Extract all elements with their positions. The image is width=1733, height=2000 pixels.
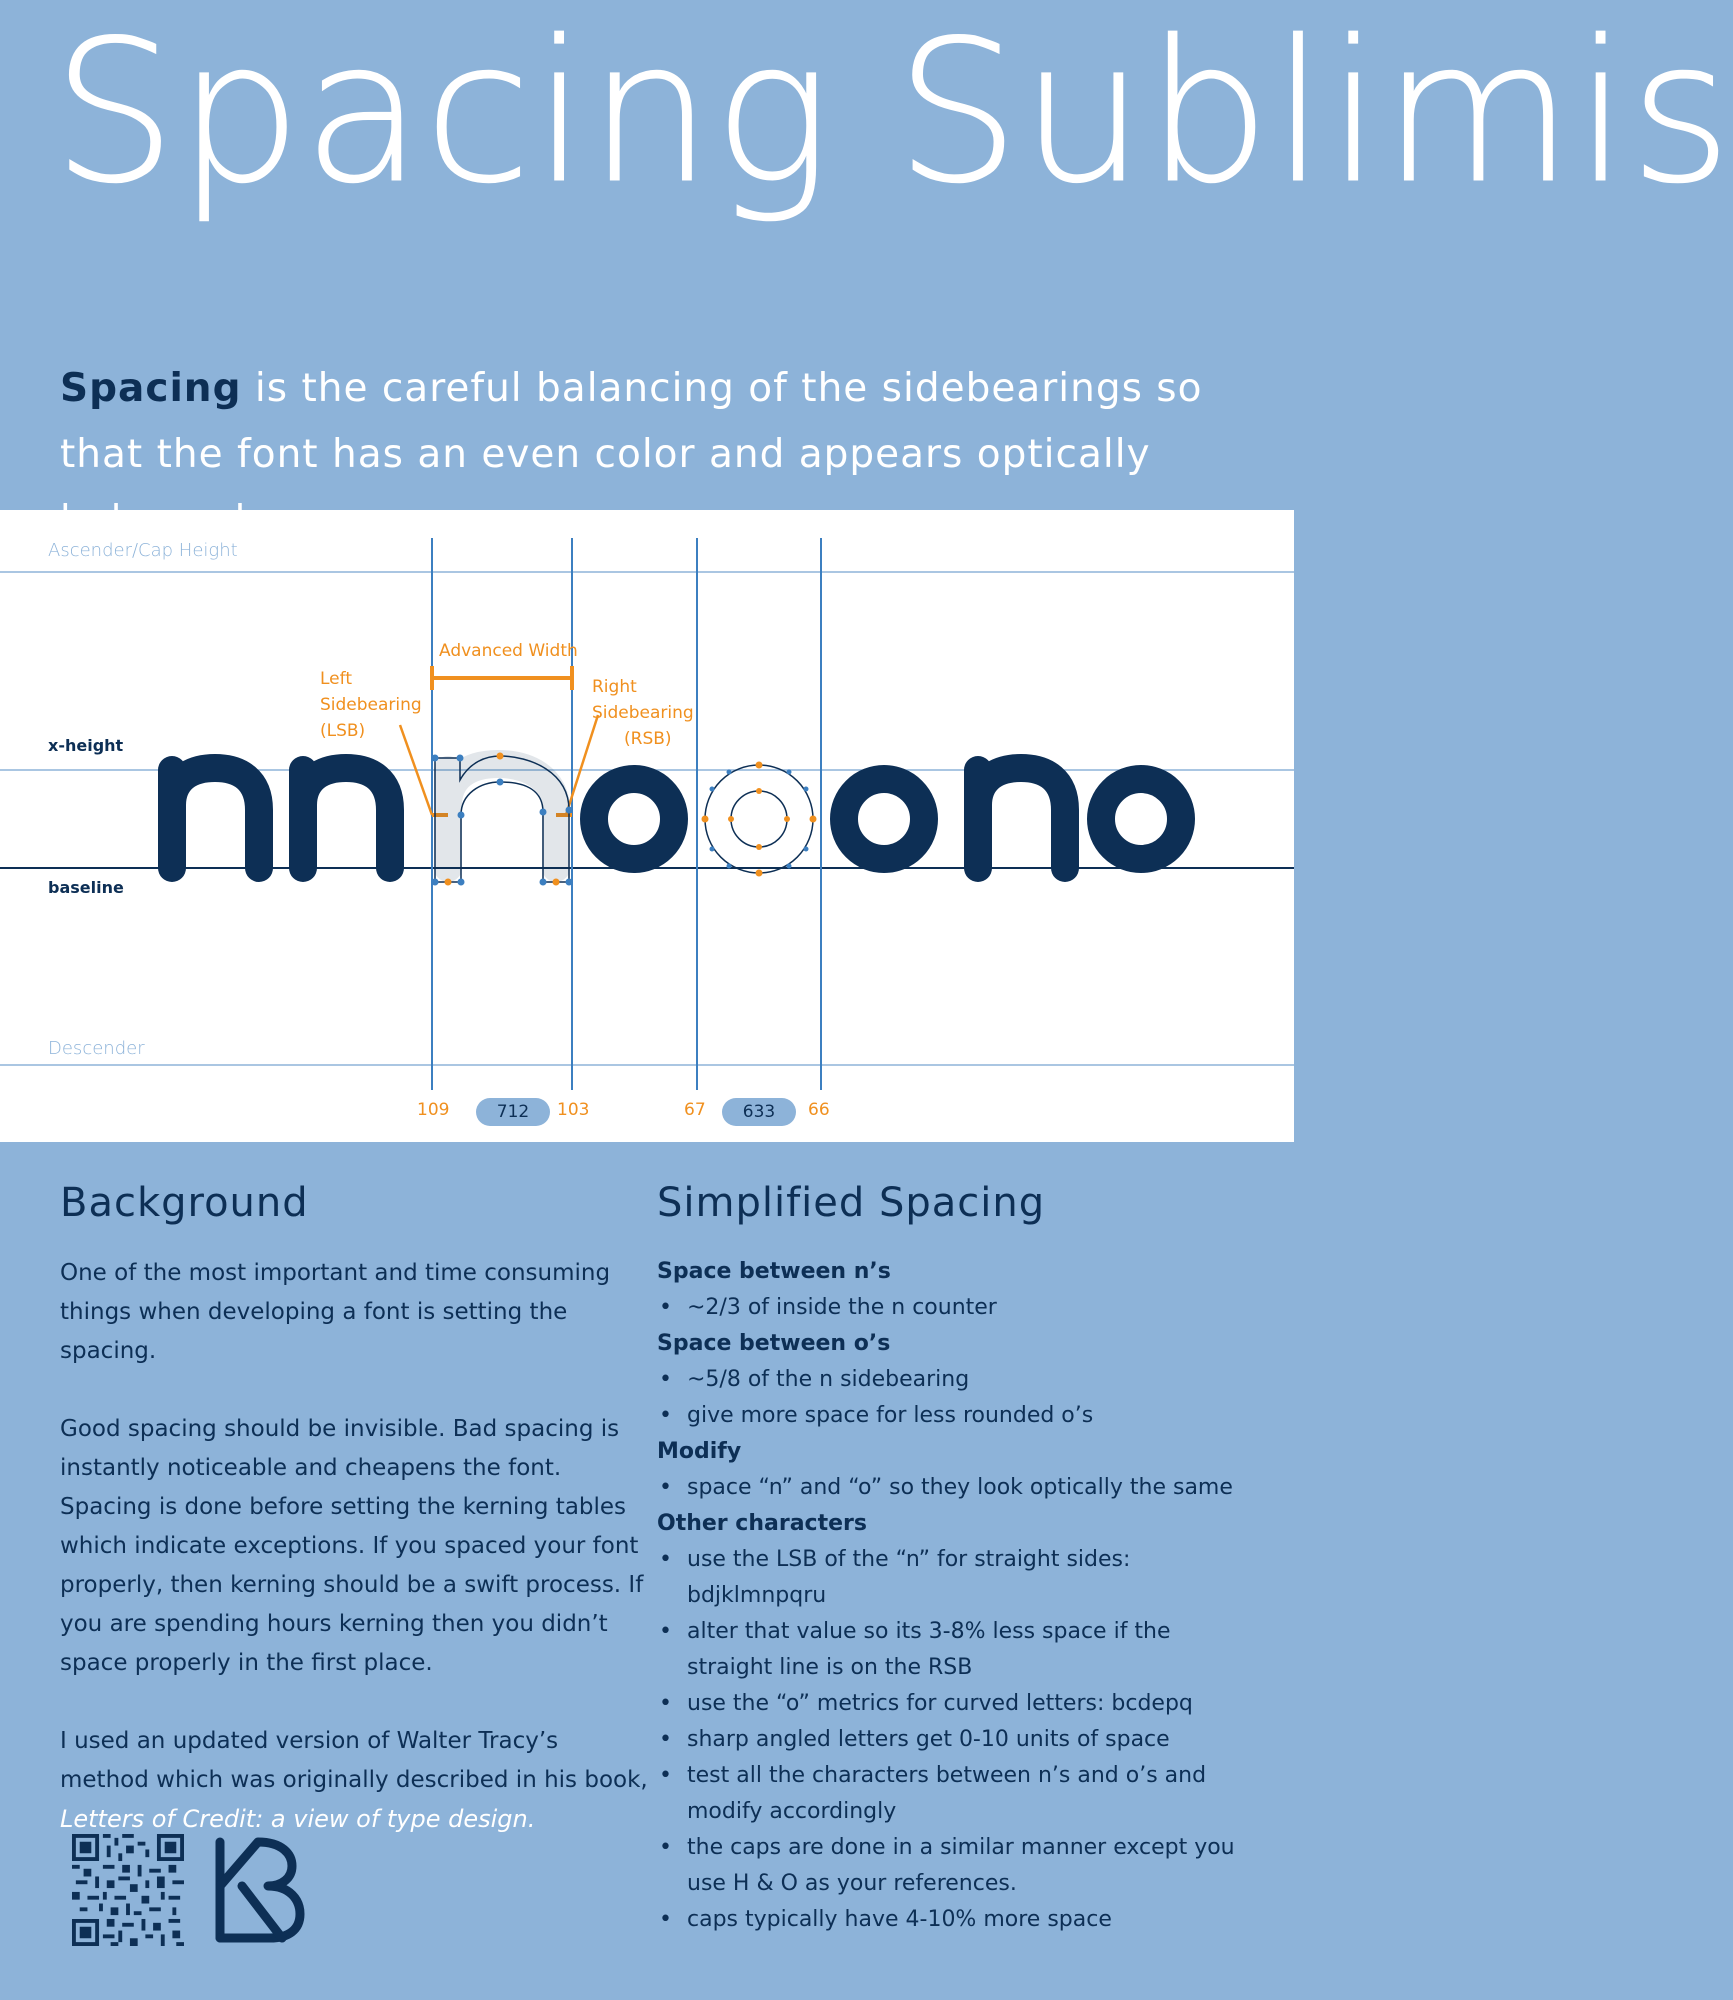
background-paragraph-3: [60, 1722, 650, 1840]
measure-o-rsb: 66: [808, 1100, 830, 1120]
glyph-n-1: [172, 768, 259, 868]
metric-label-xheight: x-height: [48, 736, 124, 755]
list-item: • alter that value so its 3-8% less space if the straight line is on the RSB: [659, 1619, 1171, 1680]
background-paragraph-3-text: I used an updated version of Walter Tracy’s method which was originally described in his book,: [60, 1728, 648, 1793]
group-title-n: Space between n’s: [657, 1259, 891, 1284]
measure-o-width: 633: [722, 1098, 796, 1126]
rsb-label-line-3: (RSB): [624, 729, 672, 749]
list-item: • the caps are done in a similar manner except you use H & O as your references.: [659, 1835, 1235, 1896]
rsb-label-line-1: Right: [592, 677, 637, 697]
glyph-n-2: [303, 768, 390, 868]
measure-n-lsb: 109: [417, 1100, 450, 1120]
group-title-o: Space between o’s: [657, 1331, 891, 1356]
diagram-graphic: [0, 510, 1294, 1142]
kb-logo-icon: [212, 1834, 304, 1946]
group-title-modify: Modify: [657, 1439, 742, 1464]
glyph-n-outline: [432, 753, 573, 886]
list-item: • caps typically have 4-10% more space: [659, 1907, 1112, 1932]
advanced-width-label: Advanced Width: [439, 641, 578, 661]
measure-o-lsb: 67: [684, 1100, 706, 1120]
list-item: • use the LSB of the “n” for straight sides: bdjklmnpqru: [659, 1547, 1131, 1608]
background-heading: Background: [60, 1180, 309, 1226]
page-title: Spacing Sublimis: [52, 0, 1733, 227]
list-item: • test all the characters between n’s and o’s and modify accordingly: [659, 1763, 1207, 1824]
group-title-other: Other characters: [657, 1511, 867, 1536]
list-item: • space “n” and “o” so they look optically the same: [659, 1475, 1233, 1500]
glyph-n-3: [978, 768, 1065, 868]
lsb-label-line-1: Left: [320, 669, 352, 689]
lsb-label-line-2: Sidebearing: [320, 695, 422, 715]
metric-label-descender: Descender: [48, 1038, 145, 1059]
lsb-label-line-3: (LSB): [320, 721, 366, 741]
glyph-o-3: [844, 779, 924, 859]
list-item: • sharp angled letters get 0-10 units of space: [659, 1727, 1170, 1752]
hero-section: [0, 0, 1733, 510]
metric-label-ascender: Ascender/Cap Height: [48, 540, 238, 561]
background-body: [60, 1254, 650, 1840]
list-item: • give more space for less rounded o’s: [659, 1403, 1094, 1428]
spacing-diagram: [0, 510, 1294, 1142]
glyph-o-4: [1101, 779, 1181, 859]
qr-code-icon[interactable]: [72, 1834, 184, 1946]
rsb-label-line-2: Sidebearing: [592, 703, 694, 723]
glyph-o-1: [594, 779, 674, 859]
intro-keyword: Spacing: [60, 366, 242, 411]
simplified-list: [657, 1254, 1257, 1938]
book-citation: Letters of Credit: a view of type design.: [60, 1805, 536, 1833]
simplified-heading: Simplified Spacing: [657, 1180, 1046, 1226]
intro-rest: is the careful balancing of the sidebearings so that the font has an even color and appears optically: [60, 366, 1203, 477]
rsb-label: [592, 674, 694, 752]
measure-n-rsb: 103: [557, 1100, 590, 1120]
list-item: • use the “o” metrics for curved letters: bcdepq: [659, 1691, 1193, 1716]
glyph-o-outline: [702, 762, 817, 877]
measure-n-width: 712: [476, 1098, 550, 1126]
background-paragraph-1: One of the most important and time consuming things when developing a font is setting the spacing.: [60, 1260, 611, 1364]
background-paragraph-2: Good spacing should be invisible. Bad spacing is instantly noticeable and cheapens the font. Spacing is done before setting the kerning tables which indicate exceptions. If you spaced your font properly, then kerning should be a swift process. If you are spending hours kerning then you didn’t space properly in the first place.: [60, 1416, 644, 1676]
lsb-label: [320, 666, 422, 744]
list-item: • ~2/3 of inside the n counter: [659, 1295, 997, 1320]
list-item: • ~5/8 of the n sidebearing: [659, 1367, 970, 1392]
metric-label-baseline: baseline: [48, 878, 124, 897]
